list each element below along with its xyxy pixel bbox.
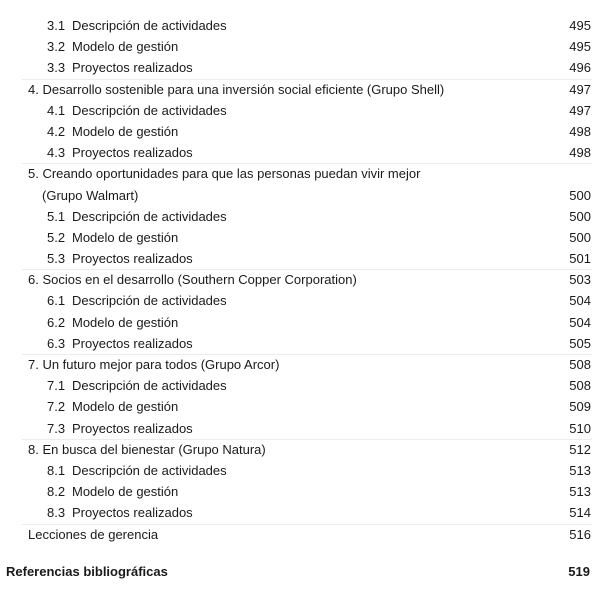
- toc-entry-title: Proyectos realizados: [72, 420, 193, 436]
- toc-entry-references[interactable]: [0, 561, 600, 583]
- toc-entry-number: 3.3: [47, 60, 66, 76]
- toc-entry-page: 513: [569, 484, 591, 500]
- toc-entry[interactable]: [0, 502, 600, 523]
- toc-entry[interactable]: [0, 524, 600, 545]
- toc-entry[interactable]: [0, 206, 600, 227]
- toc-entry-number: 6.2: [47, 314, 66, 330]
- toc-entry[interactable]: [0, 481, 600, 502]
- toc-entry-title: Descripción de actividades: [72, 102, 227, 118]
- toc-entry[interactable]: [0, 460, 600, 481]
- toc-entry[interactable]: [0, 100, 600, 121]
- toc-entry[interactable]: [0, 248, 600, 269]
- toc-entry-number: 4.2: [47, 123, 66, 139]
- toc-entry-page: 508: [569, 357, 591, 372]
- toc-entry-page: 504: [569, 314, 591, 330]
- toc-entry-page: 519: [568, 564, 590, 579]
- toc-entry-number: 8.1: [47, 462, 66, 478]
- toc-entry[interactable]: [0, 121, 600, 142]
- toc-entry-title: Modelo de gestión: [72, 229, 179, 245]
- toc-entry-title: Descripción de actividades: [72, 208, 227, 224]
- toc-entry-number: 5.1: [47, 208, 66, 224]
- table-of-contents: [0, 15, 600, 545]
- toc-entry[interactable]: [0, 15, 600, 36]
- toc-entry[interactable]: [0, 36, 600, 57]
- toc-entry-number: 5.2: [47, 229, 66, 245]
- toc-entry[interactable]: [0, 79, 600, 100]
- toc-entry-title: 6. Socios en el desarrollo (Southern Copper Corporation): [28, 272, 357, 288]
- toc-entry-number: 8.2: [47, 484, 66, 500]
- toc-entry-title: Modelo de gestión: [72, 39, 179, 55]
- toc-entry[interactable]: [0, 185, 600, 206]
- toc-entry[interactable]: [0, 375, 600, 396]
- toc-entry-title: Modelo de gestión: [72, 399, 179, 415]
- toc-entry-page: 498: [569, 123, 591, 139]
- toc-entry-page: 509: [569, 399, 591, 415]
- toc-entry[interactable]: [0, 354, 600, 375]
- toc-entry-number: 7.2: [47, 399, 66, 415]
- toc-entry-number: 5.3: [47, 251, 66, 267]
- toc-entry-title: Descripción de actividades: [72, 462, 227, 478]
- toc-entry-number: 8.3: [47, 505, 66, 521]
- toc-entry-title: Modelo de gestión: [72, 484, 179, 500]
- toc-entry-page: 508: [569, 378, 591, 394]
- toc-entry-title: (Grupo Walmart): [42, 187, 139, 203]
- toc-entry-title: 4. Desarrollo sostenible para una inversión social eficiente (Grupo Shell): [28, 81, 445, 97]
- toc-entry-page: 516: [569, 526, 591, 542]
- toc-entry-title: 8. En busca del bienestar (Grupo Natura): [28, 441, 266, 457]
- toc-entry-title: Descripción de actividades: [72, 378, 227, 394]
- toc-entry-title: Modelo de gestión: [72, 314, 179, 330]
- toc-entry-page: 495: [569, 18, 591, 33]
- toc-entry-page: 510: [569, 420, 591, 436]
- toc-entry-title: Modelo de gestión: [72, 123, 179, 139]
- toc-entry-page: 496: [569, 60, 591, 76]
- toc-entry-page: 500: [569, 187, 591, 203]
- toc-entry-number: 3.2: [47, 39, 66, 55]
- toc-entry[interactable]: [0, 290, 600, 311]
- toc-entry-number: 4.1: [47, 102, 66, 118]
- toc-entry[interactable]: [0, 57, 600, 78]
- toc-entry[interactable]: [0, 142, 600, 163]
- toc-entry[interactable]: [0, 227, 600, 248]
- toc-entry-title: Descripción de actividades: [72, 293, 227, 309]
- toc-entry-title: Proyectos realizados: [72, 60, 193, 76]
- toc-entry-title: Proyectos realizados: [72, 251, 193, 267]
- toc-entry-page: 500: [569, 229, 591, 245]
- toc-entry-number: 7.1: [47, 378, 66, 394]
- toc-entry[interactable]: [0, 418, 600, 439]
- toc-entry-page: 497: [569, 102, 591, 118]
- toc-entry-page: 501: [569, 251, 591, 267]
- toc-entry[interactable]: [0, 269, 600, 290]
- toc-entry-page: 495: [569, 39, 591, 55]
- toc-entry-title: 5. Creando oportunidades para que las personas puedan vivir mejor: [28, 166, 421, 182]
- toc-entry-title: 7. Un futuro mejor para todos (Grupo Arcor): [28, 357, 280, 372]
- toc-entry-page: 503: [569, 272, 591, 288]
- toc-entry-page: 497: [569, 81, 591, 97]
- toc-entry-page: 500: [569, 208, 591, 224]
- toc-entry[interactable]: [0, 163, 600, 184]
- toc-entry-title: Proyectos realizados: [72, 145, 193, 161]
- toc-entry[interactable]: [0, 333, 600, 354]
- toc-entry-title: Descripción de actividades: [72, 18, 227, 33]
- toc-entry-title: Lecciones de gerencia: [28, 526, 159, 542]
- toc-entry-page: 504: [569, 293, 591, 309]
- toc-entry-number: 6.3: [47, 335, 66, 351]
- toc-entry-title: Referencias bibliográficas: [6, 564, 168, 579]
- toc-entry-page: 513: [569, 462, 591, 478]
- toc-entry-page: 512: [569, 441, 591, 457]
- toc-entry[interactable]: [0, 312, 600, 333]
- toc-entry-title: Proyectos realizados: [72, 335, 193, 351]
- toc-entry-number: 3.1: [47, 18, 66, 33]
- toc-entry-page: 498: [569, 145, 591, 161]
- toc-entry-number: 7.3: [47, 420, 66, 436]
- toc-entry[interactable]: [0, 439, 600, 460]
- toc-entry-title: Proyectos realizados: [72, 505, 193, 521]
- toc-entry-page: 514: [569, 505, 591, 521]
- toc-entry[interactable]: [0, 396, 600, 417]
- toc-entry-number: 4.3: [47, 145, 66, 161]
- toc-entry-number: 6.1: [47, 293, 66, 309]
- toc-entry-page: 505: [569, 335, 591, 351]
